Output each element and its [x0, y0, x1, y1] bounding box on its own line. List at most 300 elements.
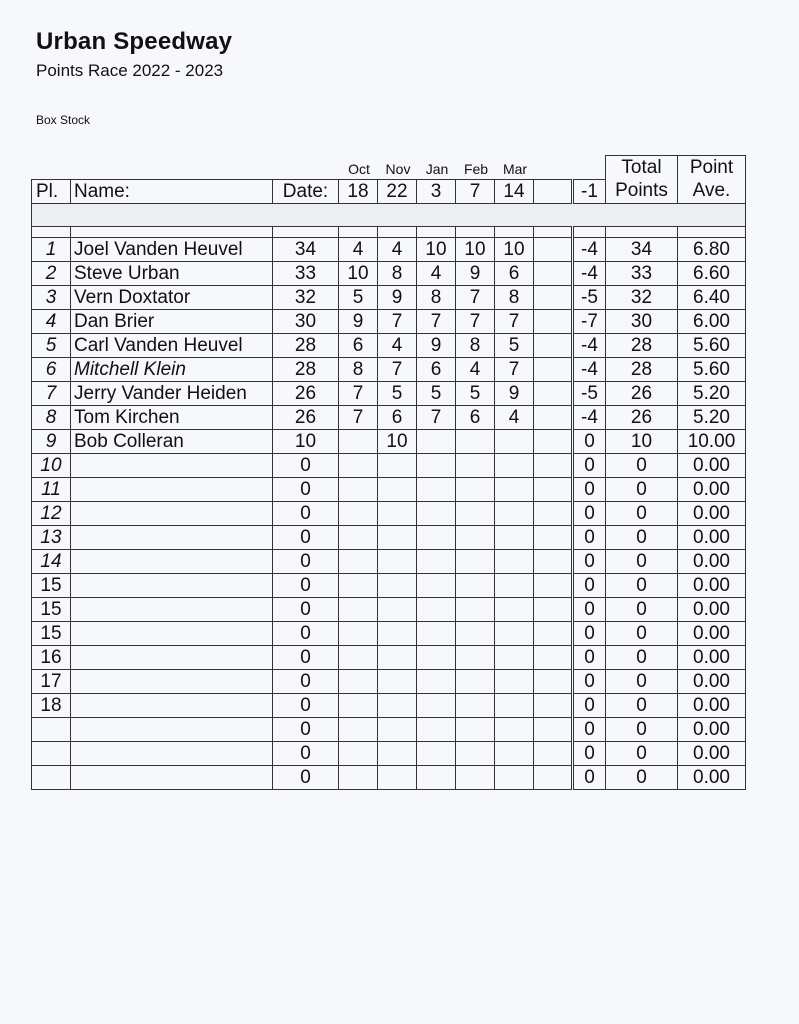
- place-cell: [32, 765, 71, 789]
- race-day-header: 18: [339, 179, 378, 203]
- point-ave-cell: 0.00: [678, 693, 746, 717]
- name-cell: Tom Kirchen: [71, 405, 273, 429]
- race-points-cell: 7: [456, 309, 495, 333]
- point-ave-cell: 0.00: [678, 621, 746, 645]
- table-row: [32, 309, 746, 333]
- total-points-cell: 0: [606, 525, 678, 549]
- total-points-cell: 26: [606, 405, 678, 429]
- race-points-cell: 4: [417, 261, 456, 285]
- table-row: [32, 429, 746, 453]
- total-points-cell: 0: [606, 693, 678, 717]
- table-row: [32, 525, 746, 549]
- race-points-cell: [456, 765, 495, 789]
- page-subtitle: Points Race 2022 - 2023: [36, 61, 224, 80]
- race-points-cell: [456, 477, 495, 501]
- table-row: [32, 621, 746, 645]
- name-cell: [71, 477, 273, 501]
- race-points-cell: [456, 597, 495, 621]
- total-points-cell: 0: [606, 477, 678, 501]
- total-points-cell: 0: [606, 621, 678, 645]
- race-day-header: 22: [378, 179, 417, 203]
- race-points-cell: [495, 549, 534, 573]
- race-points-cell: [495, 525, 534, 549]
- total-points-cell: 28: [606, 333, 678, 357]
- place-cell: 14: [32, 549, 71, 573]
- place-cell: 15: [32, 621, 71, 645]
- table-row: [32, 669, 746, 693]
- race-day-header: 3: [417, 179, 456, 203]
- place-cell: 16: [32, 645, 71, 669]
- drop-cell: 0: [573, 693, 606, 717]
- race-points-cell: 7: [417, 405, 456, 429]
- race-points-cell: 6: [378, 405, 417, 429]
- race-points-cell: [534, 477, 573, 501]
- race-points-cell: [534, 573, 573, 597]
- name-cell: [71, 597, 273, 621]
- table-row: [32, 453, 746, 477]
- race-points-cell: [417, 525, 456, 549]
- total-points-cell: 33: [606, 261, 678, 285]
- race-points-cell: 5: [456, 381, 495, 405]
- date-points-cell: 0: [273, 549, 339, 573]
- drop-cell: -5: [573, 285, 606, 309]
- date-points-cell: 0: [273, 525, 339, 549]
- date-points-cell: 33: [273, 261, 339, 285]
- race-points-cell: [495, 741, 534, 765]
- race-points-cell: [456, 429, 495, 453]
- drop-cell: -7: [573, 309, 606, 333]
- point-ave-cell: 6.00: [678, 309, 746, 333]
- place-cell: [32, 741, 71, 765]
- race-points-cell: [495, 765, 534, 789]
- total-points-cell: 0: [606, 741, 678, 765]
- race-points-cell: [534, 381, 573, 405]
- place-cell: 15: [32, 573, 71, 597]
- total-points-cell: 32: [606, 285, 678, 309]
- race-points-cell: [456, 573, 495, 597]
- table-row: [32, 333, 746, 357]
- drop-cell: 0: [573, 741, 606, 765]
- table-row: [32, 381, 746, 405]
- race-points-cell: [456, 549, 495, 573]
- race-points-cell: [534, 309, 573, 333]
- date-points-cell: 0: [273, 741, 339, 765]
- date-points-cell: 28: [273, 333, 339, 357]
- place-header: Pl.: [32, 179, 71, 203]
- place-cell: 1: [32, 237, 71, 261]
- name-cell: Mitchell Klein: [71, 357, 273, 381]
- drop-cell: 0: [573, 669, 606, 693]
- date-points-cell: 30: [273, 309, 339, 333]
- race-points-cell: [378, 645, 417, 669]
- race-points-cell: [378, 669, 417, 693]
- race-points-cell: 7: [339, 405, 378, 429]
- race-points-cell: [339, 597, 378, 621]
- race-points-cell: [495, 573, 534, 597]
- race-points-cell: 10: [339, 261, 378, 285]
- date-points-cell: 0: [273, 477, 339, 501]
- race-points-cell: [378, 717, 417, 741]
- date-points-cell: 0: [273, 501, 339, 525]
- race-points-cell: [534, 525, 573, 549]
- drop-cell: 0: [573, 429, 606, 453]
- date-points-cell: 28: [273, 357, 339, 381]
- race-points-cell: [495, 693, 534, 717]
- name-cell: Jerry Vander Heiden: [71, 381, 273, 405]
- name-cell: Dan Brier: [71, 309, 273, 333]
- race-points-cell: 9: [495, 381, 534, 405]
- place-cell: 9: [32, 429, 71, 453]
- race-points-cell: 9: [417, 333, 456, 357]
- place-cell: 2: [32, 261, 71, 285]
- place-cell: 8: [32, 405, 71, 429]
- total-points-cell: 26: [606, 381, 678, 405]
- point-ave-cell: 0.00: [678, 645, 746, 669]
- race-points-cell: 8: [378, 261, 417, 285]
- race-points-cell: [378, 501, 417, 525]
- race-points-cell: [417, 621, 456, 645]
- race-points-cell: [495, 669, 534, 693]
- race-points-cell: [378, 621, 417, 645]
- place-cell: 3: [32, 285, 71, 309]
- total-points-cell: 0: [606, 597, 678, 621]
- place-cell: 17: [32, 669, 71, 693]
- table-row: [32, 285, 746, 309]
- table-row: [32, 741, 746, 765]
- point-ave-cell: 0.00: [678, 765, 746, 789]
- drop-cell: -4: [573, 357, 606, 381]
- table-row: [32, 717, 746, 741]
- name-cell: [71, 669, 273, 693]
- name-cell: [71, 645, 273, 669]
- race-points-cell: 8: [417, 285, 456, 309]
- date-points-cell: 0: [273, 693, 339, 717]
- table-row: [32, 573, 746, 597]
- name-cell: [71, 741, 273, 765]
- date-points-cell: 0: [273, 621, 339, 645]
- race-points-cell: [339, 669, 378, 693]
- month-label: Jan: [425, 161, 449, 177]
- race-points-cell: [456, 525, 495, 549]
- race-points-cell: [534, 333, 573, 357]
- drop-cell: -4: [573, 333, 606, 357]
- date-header: Date:: [273, 179, 339, 203]
- race-day-header-empty: [534, 179, 573, 203]
- place-cell: 15: [32, 597, 71, 621]
- name-cell: [71, 549, 273, 573]
- table-row: [32, 765, 746, 789]
- race-points-cell: [495, 501, 534, 525]
- race-points-cell: [534, 645, 573, 669]
- table-row: [32, 597, 746, 621]
- drop-cell: 0: [573, 765, 606, 789]
- race-points-cell: [534, 717, 573, 741]
- table-row: [32, 645, 746, 669]
- points-table: [31, 155, 746, 790]
- race-points-cell: [534, 285, 573, 309]
- date-points-cell: 0: [273, 645, 339, 669]
- drop-cell: 0: [573, 597, 606, 621]
- drop-cell: 0: [573, 477, 606, 501]
- total-points-header: Total: [606, 156, 678, 180]
- race-points-cell: 7: [378, 357, 417, 381]
- race-points-cell: 5: [417, 381, 456, 405]
- point-ave-cell: 5.20: [678, 405, 746, 429]
- race-points-cell: [339, 501, 378, 525]
- race-points-cell: 8: [495, 285, 534, 309]
- race-points-cell: 4: [495, 405, 534, 429]
- race-points-cell: [534, 501, 573, 525]
- point-ave-cell: 0.00: [678, 549, 746, 573]
- race-points-cell: 7: [495, 357, 534, 381]
- race-points-cell: [339, 621, 378, 645]
- table-row: [32, 693, 746, 717]
- race-points-cell: [456, 645, 495, 669]
- point-ave-cell: 5.20: [678, 381, 746, 405]
- point-ave-cell: 5.60: [678, 357, 746, 381]
- race-points-cell: 9: [456, 261, 495, 285]
- race-points-cell: 7: [495, 309, 534, 333]
- race-points-cell: 4: [378, 237, 417, 261]
- race-points-cell: [417, 669, 456, 693]
- race-points-cell: 7: [456, 285, 495, 309]
- date-points-cell: 0: [273, 717, 339, 741]
- name-cell: [71, 501, 273, 525]
- race-points-cell: 6: [417, 357, 456, 381]
- race-points-cell: 9: [339, 309, 378, 333]
- total-points-header-2: Points: [606, 179, 678, 203]
- race-points-cell: [378, 549, 417, 573]
- race-points-cell: [417, 645, 456, 669]
- race-points-cell: [534, 453, 573, 477]
- name-cell: Bob Colleran: [71, 429, 273, 453]
- race-points-cell: [339, 765, 378, 789]
- place-cell: 5: [32, 333, 71, 357]
- race-points-cell: [456, 717, 495, 741]
- name-cell: [71, 621, 273, 645]
- race-points-cell: [495, 645, 534, 669]
- race-points-cell: [534, 549, 573, 573]
- race-points-cell: [378, 573, 417, 597]
- date-points-cell: 0: [273, 765, 339, 789]
- race-points-cell: [456, 741, 495, 765]
- race-points-cell: [417, 717, 456, 741]
- total-points-cell: 0: [606, 549, 678, 573]
- race-points-cell: 10: [456, 237, 495, 261]
- drop-cell: 0: [573, 645, 606, 669]
- point-ave-cell: 0.00: [678, 573, 746, 597]
- race-points-cell: [534, 693, 573, 717]
- place-cell: 10: [32, 453, 71, 477]
- date-points-cell: 0: [273, 573, 339, 597]
- race-points-cell: 6: [339, 333, 378, 357]
- point-ave-cell: 0.00: [678, 597, 746, 621]
- table-row: [32, 501, 746, 525]
- race-points-cell: 5: [378, 381, 417, 405]
- race-points-cell: [378, 597, 417, 621]
- name-cell: [71, 453, 273, 477]
- race-points-cell: 7: [378, 309, 417, 333]
- month-label: Mar: [502, 161, 528, 177]
- race-points-cell: 5: [495, 333, 534, 357]
- class-label: Box Stock: [36, 113, 91, 127]
- table-row: [32, 261, 746, 285]
- race-points-cell: [378, 477, 417, 501]
- point-ave-cell: 0.00: [678, 477, 746, 501]
- place-cell: 18: [32, 693, 71, 717]
- drop-cell: -4: [573, 261, 606, 285]
- race-points-cell: [417, 501, 456, 525]
- place-cell: 13: [32, 525, 71, 549]
- drop-cell: 0: [573, 525, 606, 549]
- total-points-cell: 34: [606, 237, 678, 261]
- point-ave-cell: 0.00: [678, 717, 746, 741]
- name-cell: [71, 717, 273, 741]
- race-points-cell: [534, 621, 573, 645]
- total-points-cell: 28: [606, 357, 678, 381]
- race-points-cell: [456, 501, 495, 525]
- race-day-header: 14: [495, 179, 534, 203]
- race-points-cell: [339, 477, 378, 501]
- point-ave-cell: 0.00: [678, 669, 746, 693]
- race-points-cell: [378, 453, 417, 477]
- race-day-header: 7: [456, 179, 495, 203]
- total-points-cell: 0: [606, 669, 678, 693]
- name-cell: [71, 525, 273, 549]
- drop-cell: 0: [573, 717, 606, 741]
- race-points-cell: [456, 693, 495, 717]
- race-points-cell: [417, 765, 456, 789]
- race-points-cell: [495, 621, 534, 645]
- race-points-cell: [495, 453, 534, 477]
- race-points-cell: [417, 741, 456, 765]
- race-points-cell: 4: [378, 333, 417, 357]
- race-points-cell: 6: [456, 405, 495, 429]
- race-points-cell: 10: [417, 237, 456, 261]
- point-ave-cell: 0.00: [678, 525, 746, 549]
- race-points-cell: [456, 453, 495, 477]
- name-cell: [71, 693, 273, 717]
- race-points-cell: [339, 453, 378, 477]
- race-points-cell: [495, 477, 534, 501]
- place-cell: 11: [32, 477, 71, 501]
- race-points-cell: [378, 693, 417, 717]
- race-points-cell: 8: [456, 333, 495, 357]
- race-points-cell: [339, 693, 378, 717]
- point-ave-cell: 5.60: [678, 333, 746, 357]
- table-row: [32, 405, 746, 429]
- race-points-cell: [339, 573, 378, 597]
- total-points-cell: 0: [606, 453, 678, 477]
- race-points-cell: [534, 261, 573, 285]
- race-points-cell: 8: [339, 357, 378, 381]
- race-points-cell: [495, 597, 534, 621]
- race-points-cell: 7: [339, 381, 378, 405]
- table-row: [32, 549, 746, 573]
- point-ave-cell: 6.80: [678, 237, 746, 261]
- month-label: Feb: [463, 161, 489, 177]
- race-points-cell: [534, 741, 573, 765]
- race-points-cell: [417, 693, 456, 717]
- race-points-cell: 7: [417, 309, 456, 333]
- name-cell: [71, 573, 273, 597]
- race-points-cell: [534, 429, 573, 453]
- race-points-cell: [339, 429, 378, 453]
- race-points-cell: [417, 477, 456, 501]
- date-points-cell: 32: [273, 285, 339, 309]
- month-label: Nov: [385, 161, 411, 177]
- drop-cell: 0: [573, 453, 606, 477]
- race-points-cell: [534, 405, 573, 429]
- point-ave-header: Point: [678, 156, 746, 180]
- point-ave-cell: 6.40: [678, 285, 746, 309]
- total-points-cell: 0: [606, 717, 678, 741]
- race-points-cell: [456, 669, 495, 693]
- total-points-cell: 0: [606, 573, 678, 597]
- race-points-cell: [534, 597, 573, 621]
- race-points-cell: 10: [378, 429, 417, 453]
- date-points-cell: 26: [273, 405, 339, 429]
- race-points-cell: 6: [495, 261, 534, 285]
- drop-cell: -4: [573, 405, 606, 429]
- table-row: [32, 357, 746, 381]
- race-points-cell: [534, 357, 573, 381]
- race-points-cell: 4: [456, 357, 495, 381]
- race-points-cell: [417, 429, 456, 453]
- total-points-cell: 10: [606, 429, 678, 453]
- point-ave-cell: 0.00: [678, 453, 746, 477]
- race-points-cell: 9: [378, 285, 417, 309]
- total-points-cell: 0: [606, 765, 678, 789]
- drop-cell: 0: [573, 501, 606, 525]
- race-points-cell: [495, 717, 534, 741]
- race-points-cell: [417, 453, 456, 477]
- race-points-cell: [417, 549, 456, 573]
- race-points-cell: [456, 621, 495, 645]
- race-points-cell: [339, 741, 378, 765]
- total-points-cell: 30: [606, 309, 678, 333]
- place-cell: 6: [32, 357, 71, 381]
- race-points-cell: 10: [495, 237, 534, 261]
- date-points-cell: 10: [273, 429, 339, 453]
- point-ave-cell: 0.00: [678, 501, 746, 525]
- place-cell: [32, 717, 71, 741]
- drop-header: -1: [573, 179, 606, 203]
- name-cell: Carl Vanden Heuvel: [71, 333, 273, 357]
- point-ave-cell: 6.60: [678, 261, 746, 285]
- total-points-cell: 0: [606, 645, 678, 669]
- date-points-cell: 0: [273, 453, 339, 477]
- place-cell: 12: [32, 501, 71, 525]
- point-ave-cell: 10.00: [678, 429, 746, 453]
- race-points-cell: [495, 429, 534, 453]
- table-row: [32, 237, 746, 261]
- date-points-cell: 0: [273, 669, 339, 693]
- name-cell: Joel Vanden Heuvel: [71, 237, 273, 261]
- race-points-cell: [378, 765, 417, 789]
- race-points-cell: [417, 597, 456, 621]
- race-points-cell: [339, 717, 378, 741]
- drop-cell: 0: [573, 549, 606, 573]
- race-points-cell: [534, 237, 573, 261]
- drop-cell: 0: [573, 621, 606, 645]
- table-row: [32, 477, 746, 501]
- drop-cell: 0: [573, 573, 606, 597]
- drop-cell: -5: [573, 381, 606, 405]
- date-points-cell: 26: [273, 381, 339, 405]
- race-points-cell: [339, 549, 378, 573]
- race-points-cell: [378, 525, 417, 549]
